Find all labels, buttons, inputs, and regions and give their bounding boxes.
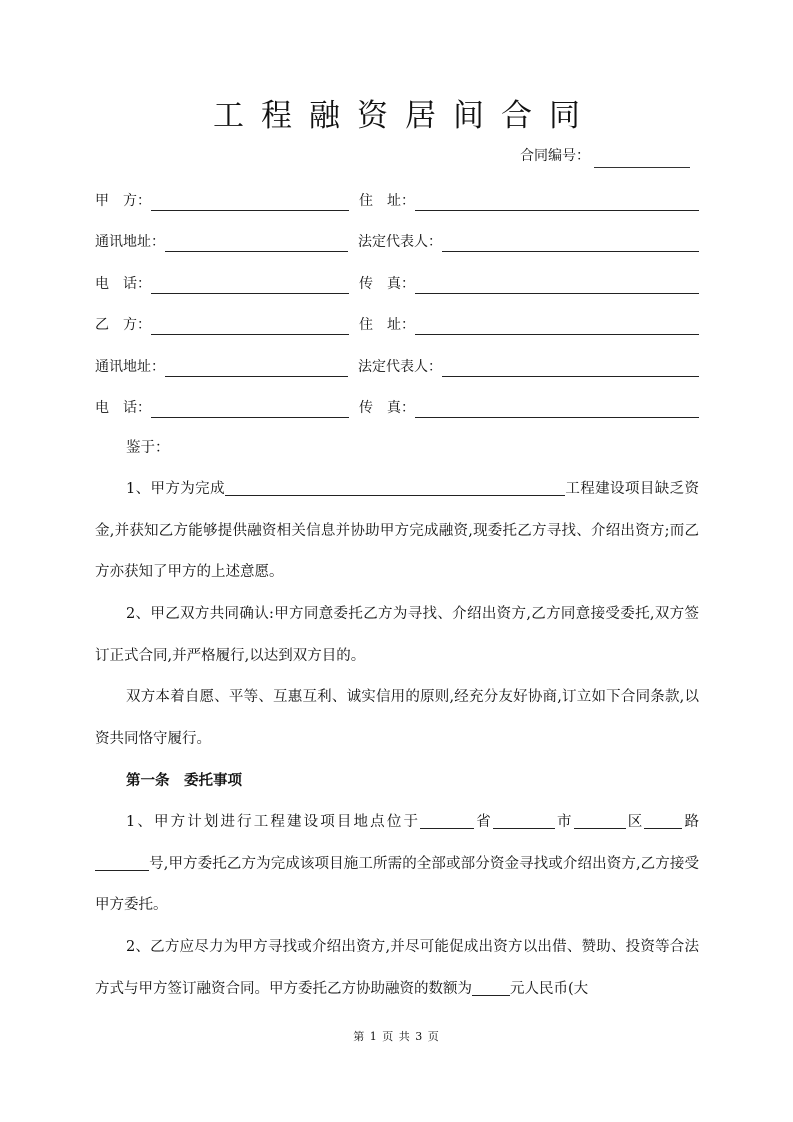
recital-2: 2、甲乙双方共同确认:甲方同意委托乙方为寻找、介绍出资方,乙方同意接受委托,双方签订正式合同,并严格履行,以达到双方目的。 bbox=[95, 606, 699, 664]
party-b-address-label: 住 址： bbox=[359, 317, 415, 333]
party-a-blank[interactable] bbox=[151, 194, 349, 211]
party-b-contact-row bbox=[95, 353, 699, 377]
district-label: 区 bbox=[625, 814, 645, 830]
party-a-fax-label: 传 真： bbox=[359, 276, 415, 292]
number-blank[interactable] bbox=[95, 854, 149, 871]
party-b-address-blank[interactable] bbox=[415, 318, 699, 335]
clause-2-text-a: 2、乙方应尽力为甲方寻找或介绍出资方,并尽可能促成出资方以出借、赞助、投资等合法方式与甲方签订融资合同。甲方委托乙方协助融资的数额为 bbox=[95, 939, 699, 997]
contract-number-blank[interactable] bbox=[594, 149, 690, 168]
party-b-mailing-blank[interactable] bbox=[165, 360, 348, 377]
party-b-blank[interactable] bbox=[151, 318, 349, 335]
article-1-clause-2 bbox=[95, 927, 699, 1010]
party-a-label: 甲 方： bbox=[95, 193, 151, 209]
road-label: 路 bbox=[682, 814, 700, 830]
party-a-mailing-label: 通讯地址： bbox=[95, 234, 165, 250]
city-label: 市 bbox=[554, 814, 574, 830]
party-b-rep-blank[interactable] bbox=[442, 360, 699, 377]
party-b-phone-blank[interactable] bbox=[151, 401, 349, 418]
party-a-mailing-blank[interactable] bbox=[165, 235, 348, 252]
party-a-fax-blank[interactable] bbox=[415, 277, 699, 294]
contract-number-field bbox=[520, 144, 690, 168]
party-a-phone-row bbox=[95, 270, 699, 294]
document-title: 工程融资居间合同 bbox=[213, 98, 597, 134]
party-a-contact-row bbox=[95, 228, 699, 252]
party-b-mailing-label: 通讯地址： bbox=[95, 359, 165, 375]
recital-1-start: 1、甲方为完成 bbox=[126, 481, 225, 497]
clause-2-text-b: 元人民币(大 bbox=[510, 980, 589, 997]
road-blank[interactable] bbox=[644, 812, 682, 829]
project-name-blank[interactable] bbox=[225, 479, 565, 496]
whereas-heading: 鉴于： bbox=[126, 440, 170, 456]
party-b-label: 乙 方： bbox=[95, 317, 151, 333]
party-a-phone-blank[interactable] bbox=[151, 277, 349, 294]
party-a-rep-blank[interactable] bbox=[442, 235, 699, 252]
party-b-name-row bbox=[95, 311, 699, 335]
party-a-rep-label: 法定代表人： bbox=[358, 234, 442, 250]
province-label: 省 bbox=[474, 814, 493, 830]
recital-1 bbox=[95, 469, 699, 594]
party-b-phone-row bbox=[95, 394, 699, 418]
party-a-name-row bbox=[95, 187, 699, 211]
party-a-address-blank[interactable] bbox=[415, 194, 699, 211]
contract-number-label: 合同编号： bbox=[520, 148, 590, 164]
party-b-rep-label: 法定代表人： bbox=[358, 359, 442, 375]
amount-blank[interactable] bbox=[472, 979, 510, 996]
article-1-heading: 第一条 委托事项 bbox=[126, 772, 242, 789]
party-a-phone-label: 电 话： bbox=[95, 276, 151, 292]
province-blank[interactable] bbox=[420, 812, 474, 829]
recital-1-rest: 工程建设项目缺乏资金,并获知乙方能够提供融资相关信息并协助甲方完成融资,现委托乙方寻找、介绍出资方;而乙方亦获知了甲方的上述意愿。 bbox=[95, 481, 699, 580]
article-1-clause-1 bbox=[95, 802, 699, 927]
city-blank[interactable] bbox=[493, 812, 555, 829]
clause-1-text-b: 号,甲方委托乙方为完成该项目施工所需的全部或部分资金寻找或介绍出资方,乙方接受甲方委托。 bbox=[95, 855, 699, 913]
party-b-phone-label: 电 话： bbox=[95, 400, 151, 416]
recital-3: 双方本着自愿、平等、互惠互利、诚实信用的原则,经充分友好协商,订立如下合同条款,以资共同恪守履行。 bbox=[95, 689, 699, 747]
party-b-fax-label: 传 真： bbox=[359, 400, 415, 416]
page-footer: 第 1 页 共 3 页 bbox=[353, 1030, 440, 1043]
party-b-fax-blank[interactable] bbox=[415, 401, 699, 418]
clause-1-text-a: 1、甲方计划进行工程建设项目地点位于 bbox=[126, 814, 421, 830]
party-a-address-label: 住 址： bbox=[359, 193, 415, 209]
district-blank[interactable] bbox=[574, 812, 626, 829]
